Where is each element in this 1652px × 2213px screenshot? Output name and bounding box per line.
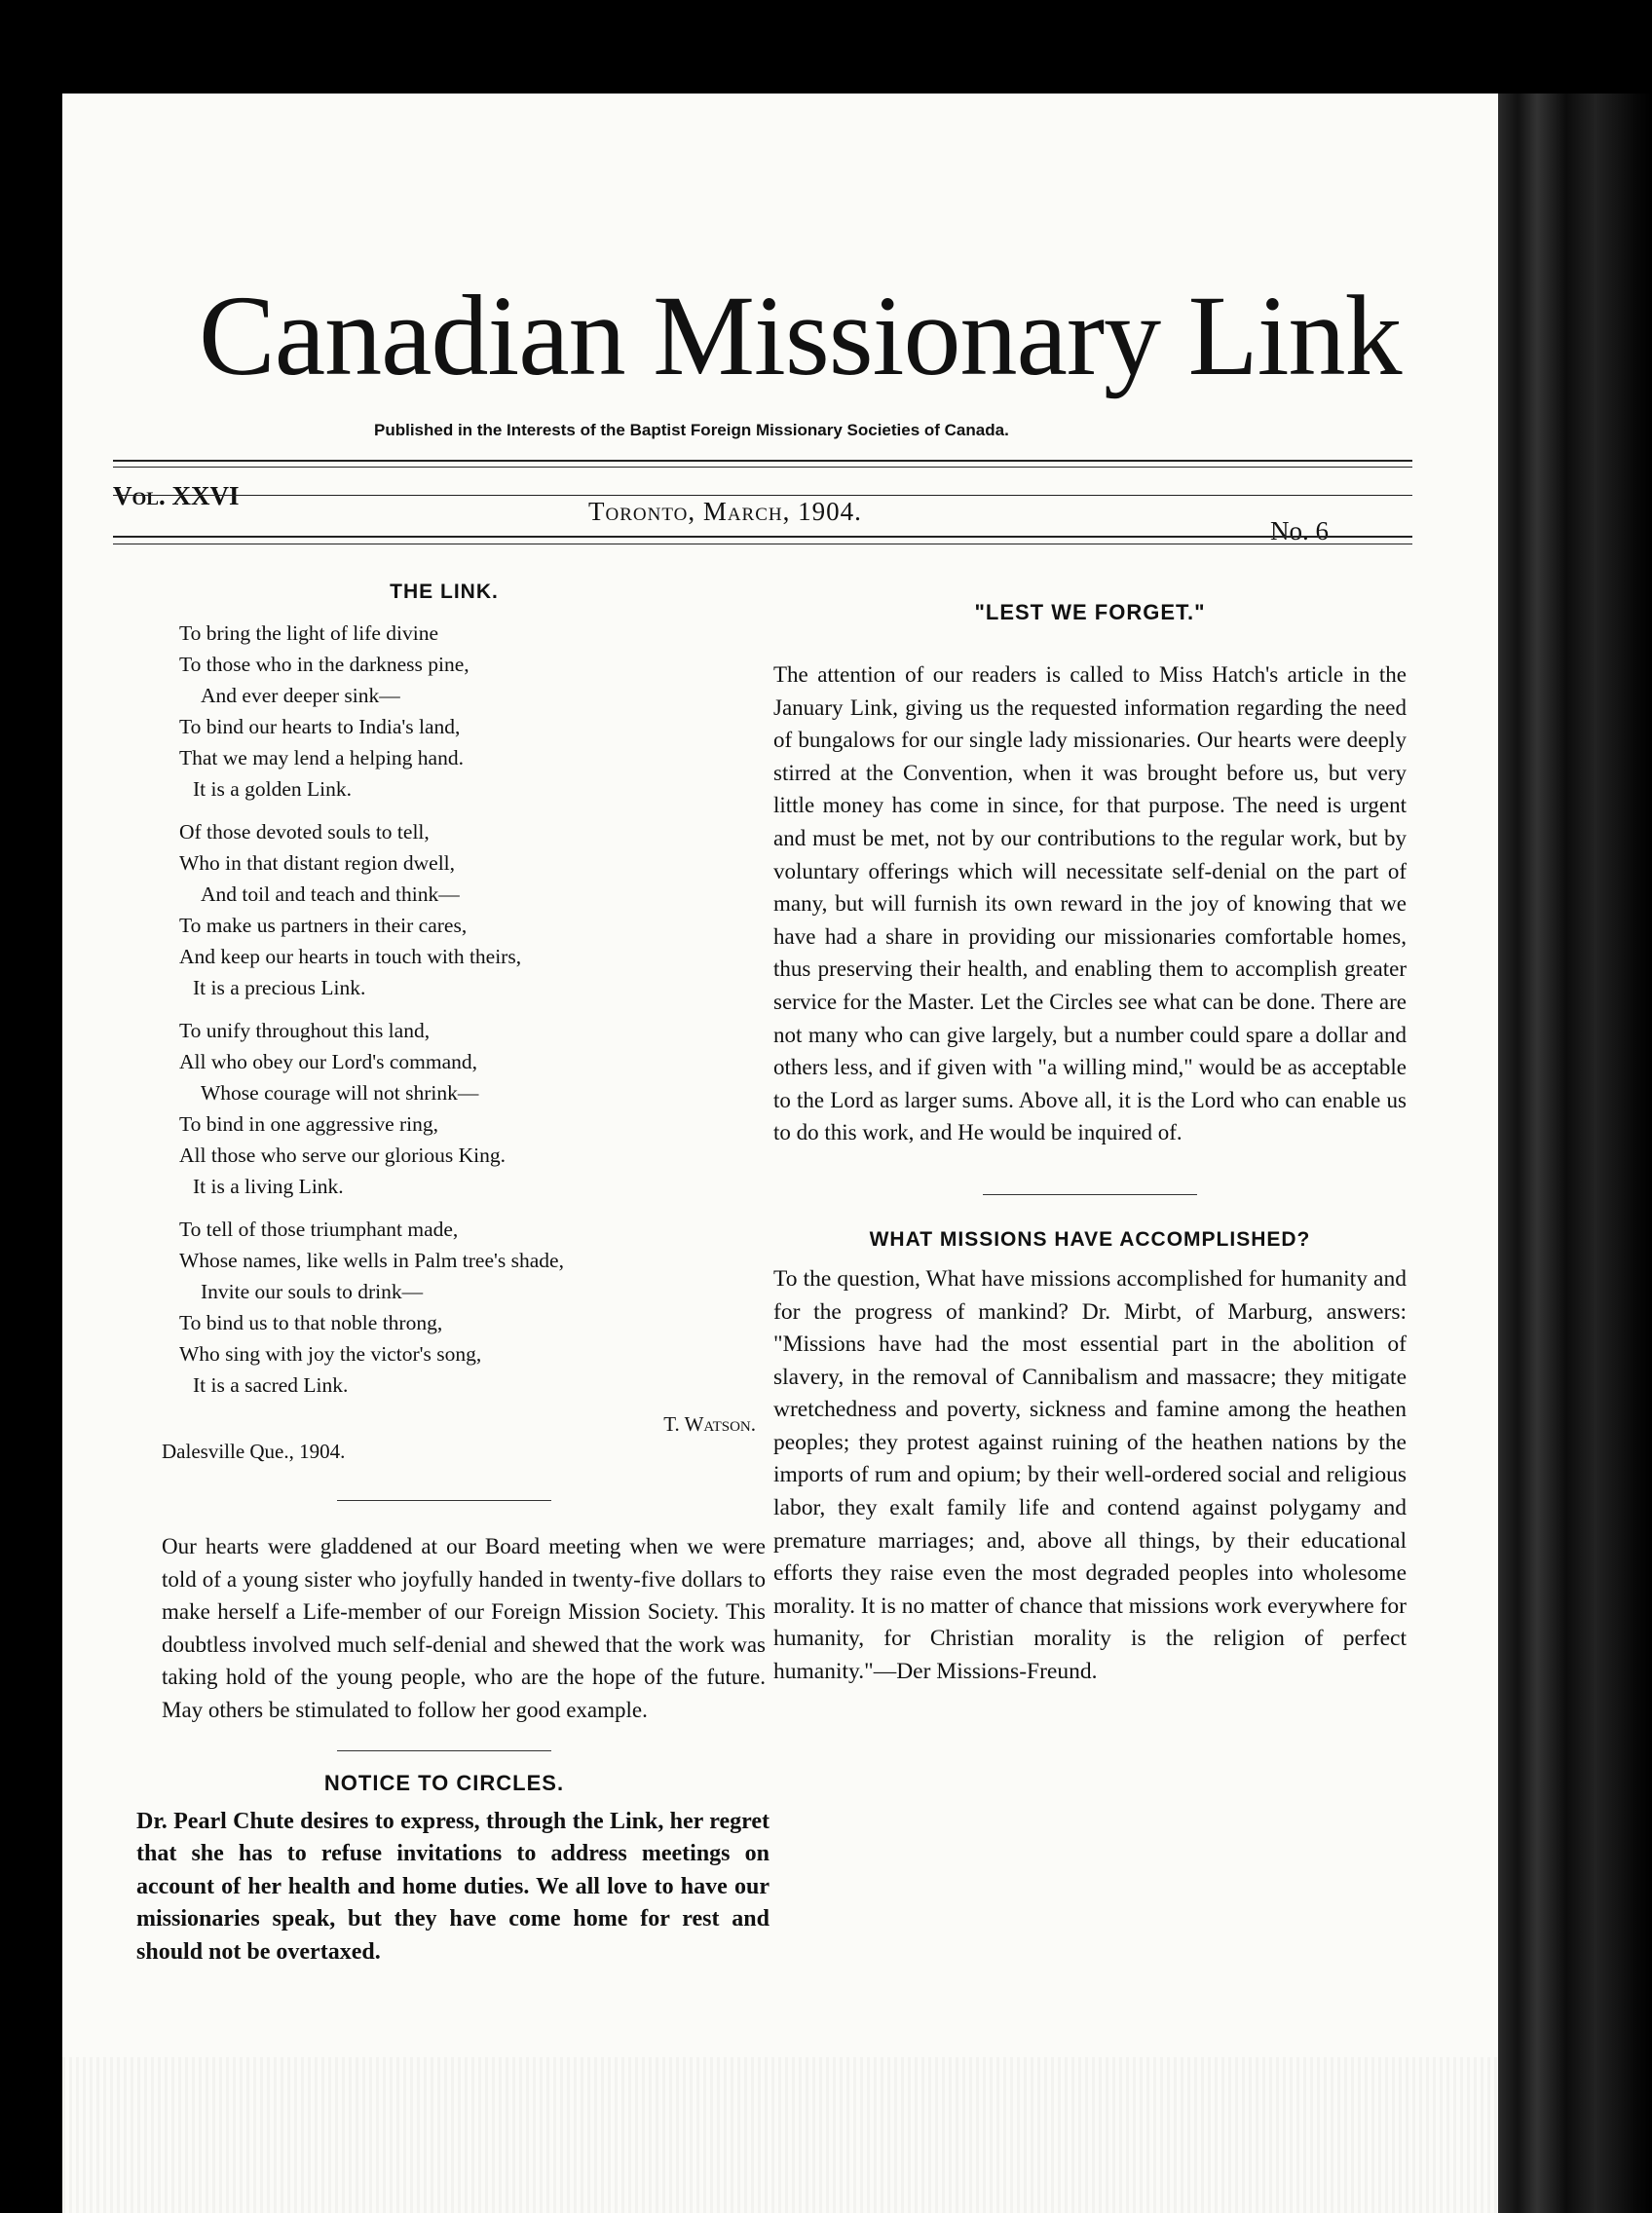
- poem-line: Who in that distant region dwell,: [179, 851, 456, 875]
- masthead-title: Canadian Missionary Link: [199, 272, 1402, 399]
- place-date: Toronto, March, 1904.: [588, 497, 862, 526]
- poem-line: To tell of those triumphant made,: [179, 1218, 459, 1241]
- lest-title: "LEST WE FORGET.": [974, 600, 1206, 624]
- scan-border-left: [0, 0, 62, 2213]
- poem-body: [113, 618, 775, 1401]
- poem-line: It is a living Link.: [193, 1175, 344, 1198]
- header-rule-top-2: [113, 467, 1412, 468]
- poem-line: And toil and teach and think—: [201, 882, 460, 906]
- poem-stanza: [179, 816, 775, 1003]
- poem-line: Whose names, like wells in Palm tree's shade,: [179, 1249, 564, 1272]
- header-rule-top: [113, 460, 1412, 462]
- poem-line: All who obey our Lord's command,: [179, 1050, 478, 1073]
- poem-line: It is a precious Link.: [193, 976, 366, 999]
- lest-text: The attention of our readers is called to Miss Hatch's article in the January Link, giving us the requested information regarding the need of bungalows for our single lady missionaries. Our hearts were deeply stirred at the Convention, when it was brought before us, but very little money has come in since, for that purpose. The need is urgent and must be met, not by our contributions to the regular work, but by voluntary offerings which will necessitate self-denial on the part of many, but will furnish its own reward in the joy of knowing that we have had a share in providing our missionaries comfortable homes, thus preserving their health, and enabling them to accomplish greater service for the Master. Let the Circles see what can be done. There are not many who can give largely, but a number could spare a dollar and others less, and if given with "a willing mind," would be as acceptable to the Lord as larger sums. Above all, it is the Lord who can enable us to do this work, and He would be inquired of.: [773, 662, 1407, 1145]
- issue-number: No. 6: [1270, 516, 1329, 545]
- poem-line: And keep our hearts in touch with theirs,: [179, 945, 522, 968]
- poem-line: To bind our hearts to India's land,: [179, 715, 461, 738]
- poem-author: T. Watson.: [663, 1412, 756, 1436]
- notice-text: Dr. Pearl Chute desires to express, through the Link, her regret that she has to refuse invitations to address meetings on account of her health and home duties. We all love to have our missionaries speak, but they have come home for rest and should not be overtaxed.: [136, 1808, 770, 1965]
- poem-line: To bind us to that noble throng,: [179, 1311, 443, 1334]
- poem-line: To unify throughout this land,: [179, 1019, 431, 1042]
- poem-line: Invite our souls to drink—: [201, 1280, 424, 1303]
- poem-line: Who sing with joy the victor's song,: [179, 1342, 482, 1366]
- poem-line: To those who in the darkness pine,: [179, 653, 469, 676]
- missions-text: To the question, What have missions accomplished for humanity and for the progress of mankind? Dr. Mirbt, of Marburg, answers: "Missions have had the most essential part in the abolition of slavery, in the removal of Cannibalism and massacre; they mitigate wretchedness and poverty, sickness and famine among the heathen peoples; they protest against ruining of the heathen nations by the imports of rum and opium; by their well-ordered social and religious labor, they exalt family life and contend against polygamy and premature marriages; and, above all things, by their educational efforts they raise even the most degraded peoples into wholesome morality. It is no matter of chance that missions work everywhere for humanity, for Christian morality is the religion of perfect humanity."—Der Missions-Freund.: [773, 1265, 1407, 1685]
- poem-line: Of those devoted souls to tell,: [179, 820, 430, 844]
- poem-line: It is a sacred Link.: [193, 1373, 349, 1397]
- poem-place: Dalesville Que., 1904.: [162, 1440, 346, 1463]
- separator-2: [337, 1750, 551, 1751]
- poem-line: It is a golden Link.: [193, 777, 353, 801]
- poem-line: To bind in one aggressive ring,: [179, 1112, 438, 1136]
- notice-title: NOTICE TO CIRCLES.: [323, 1770, 565, 1795]
- poem-stanza: [179, 618, 775, 805]
- book-spine: [1498, 94, 1652, 2213]
- poem-stanza: [179, 1214, 775, 1401]
- poem-line: That we may lend a helping hand.: [179, 746, 464, 769]
- poem-line: All those who serve our glorious King.: [179, 1144, 507, 1167]
- right-column: [773, 600, 1407, 1689]
- header-rule-bottom: [113, 536, 1412, 538]
- masthead-subtitle: Published in the Interests of the Baptist Foreign Missionary Societies of Canada.: [374, 421, 1009, 439]
- board-note-text: Our hearts were gladdened at our Board meeting when we were told of a young sister who joyfully handed in twenty-five dollars to make herself a Life-member of our Foreign Mission Society. This doubtless involved much self-denial and shewed that the work was taking hold of the young people, who are the hope of the future. May others be stimulated to follow her good example.: [162, 1534, 766, 1722]
- separator-1: [337, 1500, 551, 1501]
- newspaper-page: [62, 94, 1498, 2213]
- separator-3: [983, 1194, 1197, 1195]
- poem-line: To bring the light of life divine: [179, 621, 438, 645]
- poem-title: THE LINK.: [390, 581, 499, 603]
- poem-signature: [113, 1412, 775, 1473]
- poem-line: And ever deeper sink—: [201, 684, 400, 707]
- poem-line: Whose courage will not shrink—: [201, 1081, 479, 1105]
- left-column: [113, 581, 775, 1969]
- header-rule-mid: [113, 495, 1412, 496]
- missions-title: WHAT MISSIONS HAVE ACCOMPLISHED?: [869, 1227, 1311, 1251]
- poem-line: To make us partners in their cares,: [179, 914, 468, 937]
- scan-grain: [62, 2057, 1498, 2213]
- poem-stanza: [179, 1015, 775, 1202]
- volume-label: Vol. XXVI: [113, 481, 240, 510]
